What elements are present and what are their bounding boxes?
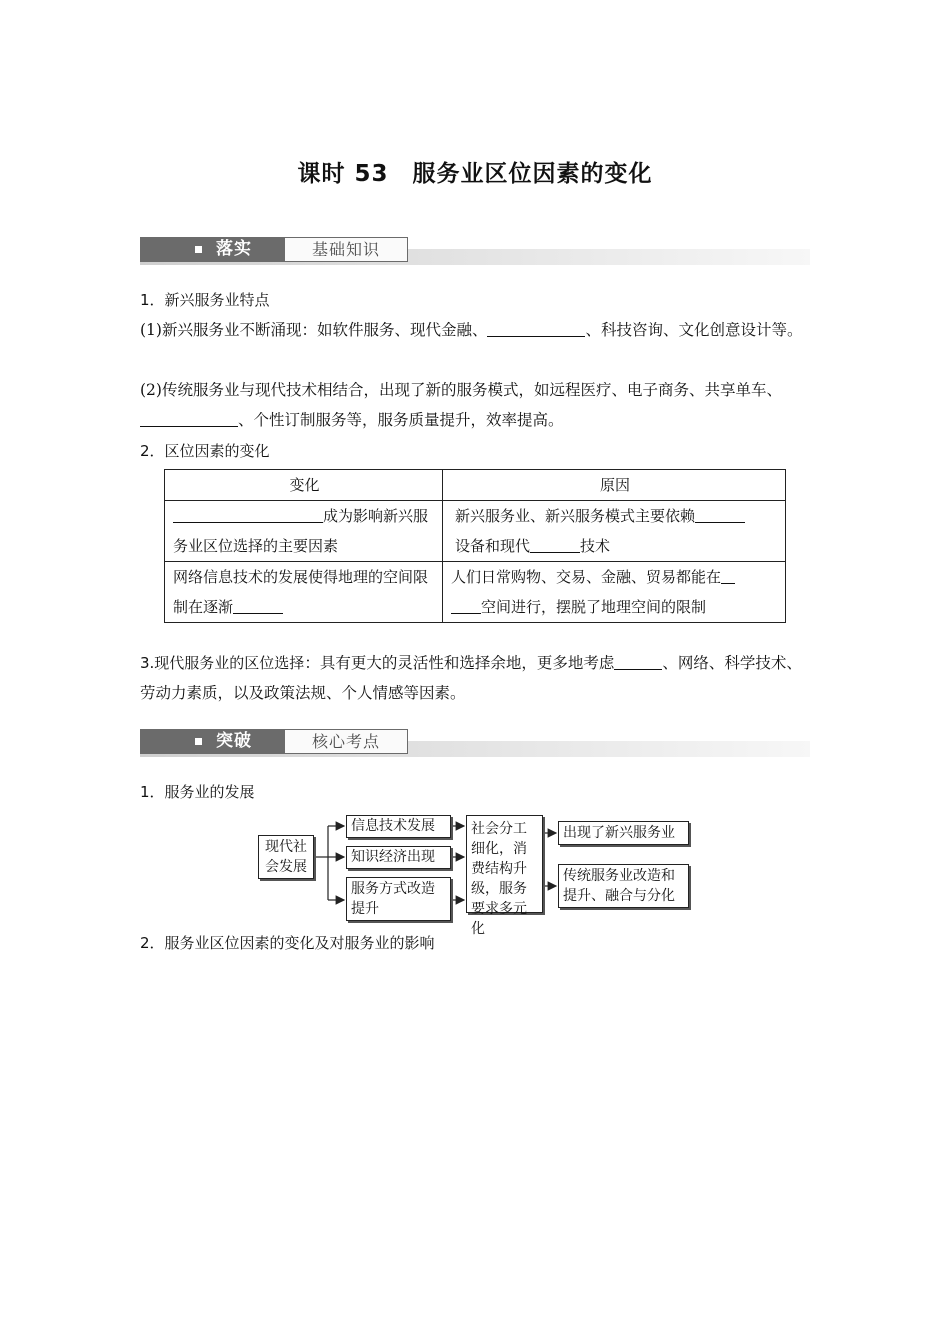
table-row: 成为影响新兴服务业区位选择的主要因素 新兴服务业、新兴服务模式主要依赖 设备和现代 技术 <box>165 501 786 562</box>
flow-node-cause: 知识经济出现 <box>346 846 451 869</box>
banner-label: 基础知识 <box>284 237 408 262</box>
banner-tag: 落实 <box>216 239 252 259</box>
banner-tag: 突破 <box>216 731 252 751</box>
section-heading: 1．新兴服务业特点 <box>140 291 270 309</box>
flow-node-result: 传统服务业改造和提升、融合与分化 <box>558 864 689 908</box>
paragraph-new-modes: (2)传统服务业与现代技术相结合，出现了新的服务模式，如远程医疗、电子商务、共享单车、、个性订制服务等，服务质量提升，效率提高。 <box>140 381 782 429</box>
paragraph-location-choice: 3.现代服务业的区位选择：具有更大的灵活性和选择余地，更多地考虑 、网络、科学技术、 劳动力素质，以及政策法规、个人情感等因素。 <box>140 654 802 702</box>
flow-node-result: 出现了新兴服务业 <box>558 821 689 845</box>
flow-node-cause: 服务方式改造提升 <box>346 877 451 921</box>
section-heading: 2．服务业区位因素的变化及对服务业的影响 <box>140 934 435 952</box>
flow-node-cause: 信息技术发展 <box>346 815 451 838</box>
section-heading: 3.现代服务业的区位选择 <box>140 654 305 672</box>
table-header: 原因 <box>443 470 786 501</box>
table-header: 变化 <box>165 470 443 501</box>
banner-label: 核心考点 <box>284 729 408 754</box>
paragraph-emerging-services: (1)新兴服务业不断涌现：如软件服务、现代金融、 、科技咨询、文化创意设计等。 <box>140 321 803 339</box>
page-title: 课时 53 服务业区位因素的变化 <box>297 161 653 187</box>
table-row: 网络信息技术的发展使得地理的空间限制在逐渐 人们日常购物、交易、金融、贸易都能在 空间进行，摆脱了地理空间的限制 <box>165 562 786 623</box>
flow-node-root: 现代社会发展 <box>258 835 314 879</box>
section-heading: 2．区位因素的变化 <box>140 442 270 460</box>
section-heading: 1．服务业的发展 <box>140 783 255 801</box>
flow-node-middle: 社会分工细化，消费结构升级，服务要求多元化 <box>466 815 543 913</box>
